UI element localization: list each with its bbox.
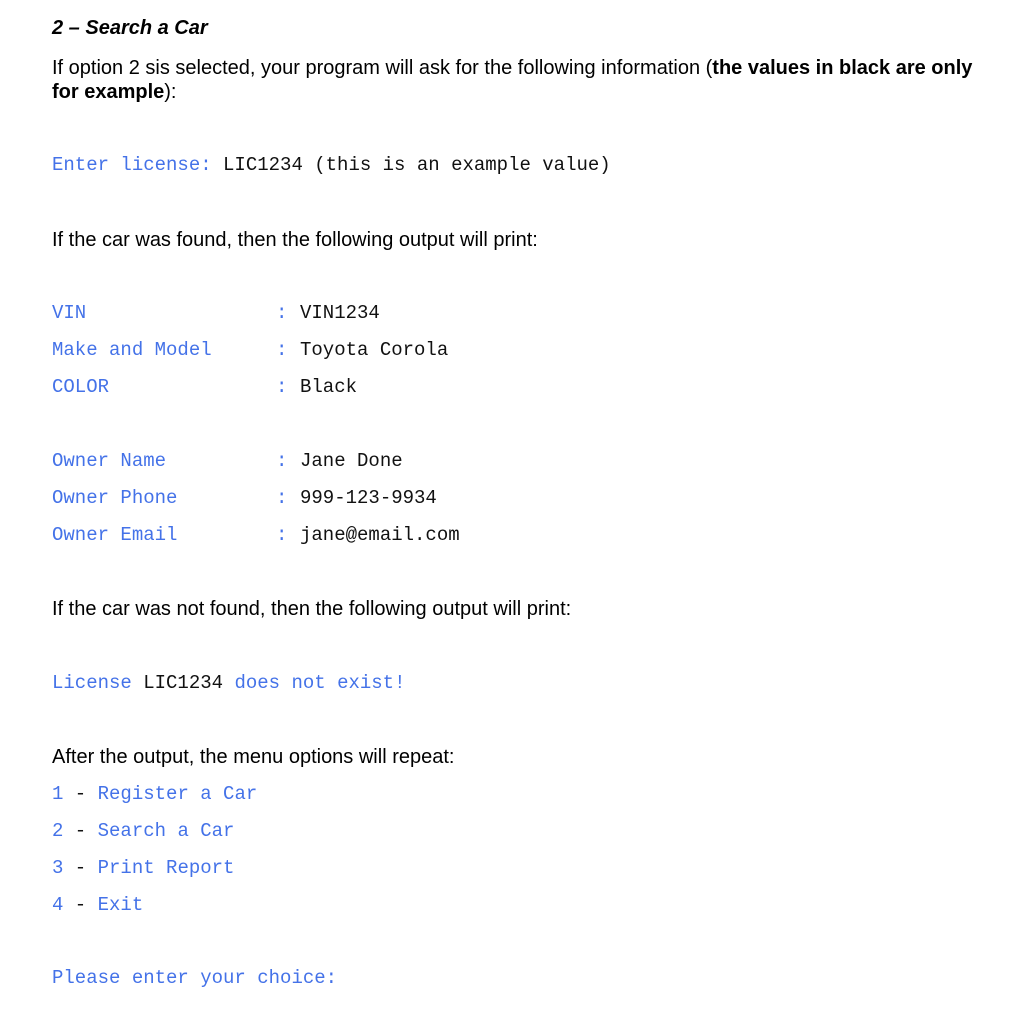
intro-text-after: ): — [164, 81, 177, 103]
menu-option-dash: - — [63, 783, 98, 805]
owner-field-value: Jane Done — [300, 450, 403, 472]
menu-option-label: Exit — [97, 894, 144, 916]
car-field-label: COLOR — [52, 376, 110, 398]
owner-field-row — [52, 450, 403, 474]
intro-bold-note: the values in black are only for example — [52, 57, 973, 103]
car-field-separator: : — [276, 302, 288, 324]
owner-field-separator: : — [276, 524, 288, 546]
license-prompt-line — [52, 154, 611, 176]
section-heading: 2 – Search a Car — [52, 17, 208, 39]
car-field-row — [52, 302, 380, 326]
menu-option-number: 1 — [52, 783, 64, 805]
owner-field-separator: : — [276, 450, 288, 472]
owner-field-value: 999-123-9934 — [300, 487, 437, 509]
menu-option-number: 4 — [52, 894, 64, 916]
license-prompt-value: LIC1234 (this is an example value) — [223, 154, 611, 176]
car-field-label: Make and Model — [52, 339, 212, 361]
not-found-intro-text: If the car was not found, then the following output will print: — [52, 598, 572, 620]
menu-option — [52, 894, 143, 916]
menu-option-label: Print Report — [97, 857, 235, 879]
not-found-prefix: License — [52, 672, 144, 694]
owner-field-value: jane@email.com — [300, 524, 460, 546]
car-field-separator: : — [276, 339, 288, 361]
choice-prompt: Please enter your choice: — [52, 967, 338, 989]
owner-field-row — [52, 524, 460, 548]
car-field-separator: : — [276, 376, 288, 398]
car-field-value: Black — [300, 376, 358, 398]
car-field-value: Toyota Corola — [300, 339, 449, 361]
owner-field-label: Owner Email — [52, 524, 178, 546]
menu-option-dash: - — [63, 820, 98, 842]
menu-option — [52, 820, 234, 842]
owner-field-row — [52, 487, 437, 511]
menu-option-number: 2 — [52, 820, 64, 842]
not-found-license: LIC1234 — [143, 672, 224, 694]
menu-option-number: 3 — [52, 857, 64, 879]
menu-option-dash: - — [63, 857, 98, 879]
car-field-value: VIN1234 — [300, 302, 380, 324]
found-intro-text: If the car was found, then the following output will print: — [52, 229, 538, 251]
menu-option-label: Search a Car — [97, 820, 235, 842]
owner-field-label: Owner Phone — [52, 487, 178, 509]
not-found-suffix: does not exist! — [223, 672, 406, 694]
menu-option — [52, 857, 234, 879]
license-prompt-label: Enter license: — [52, 154, 224, 176]
owner-field-separator: : — [276, 487, 288, 509]
intro-text-before: If option 2 sis selected, your program will ask for the following information ( — [52, 57, 713, 79]
not-found-message — [52, 672, 405, 694]
car-field-row — [52, 376, 358, 400]
menu-option-label: Register a Car — [97, 783, 258, 805]
intro-paragraph — [52, 56, 1002, 104]
car-field-label: VIN — [52, 302, 87, 324]
owner-field-label: Owner Name — [52, 450, 167, 472]
repeat-intro-text: After the output, the menu options will repeat: — [52, 746, 455, 768]
menu-option-dash: - — [63, 894, 98, 916]
menu-option — [52, 783, 257, 805]
car-field-row — [52, 339, 449, 363]
